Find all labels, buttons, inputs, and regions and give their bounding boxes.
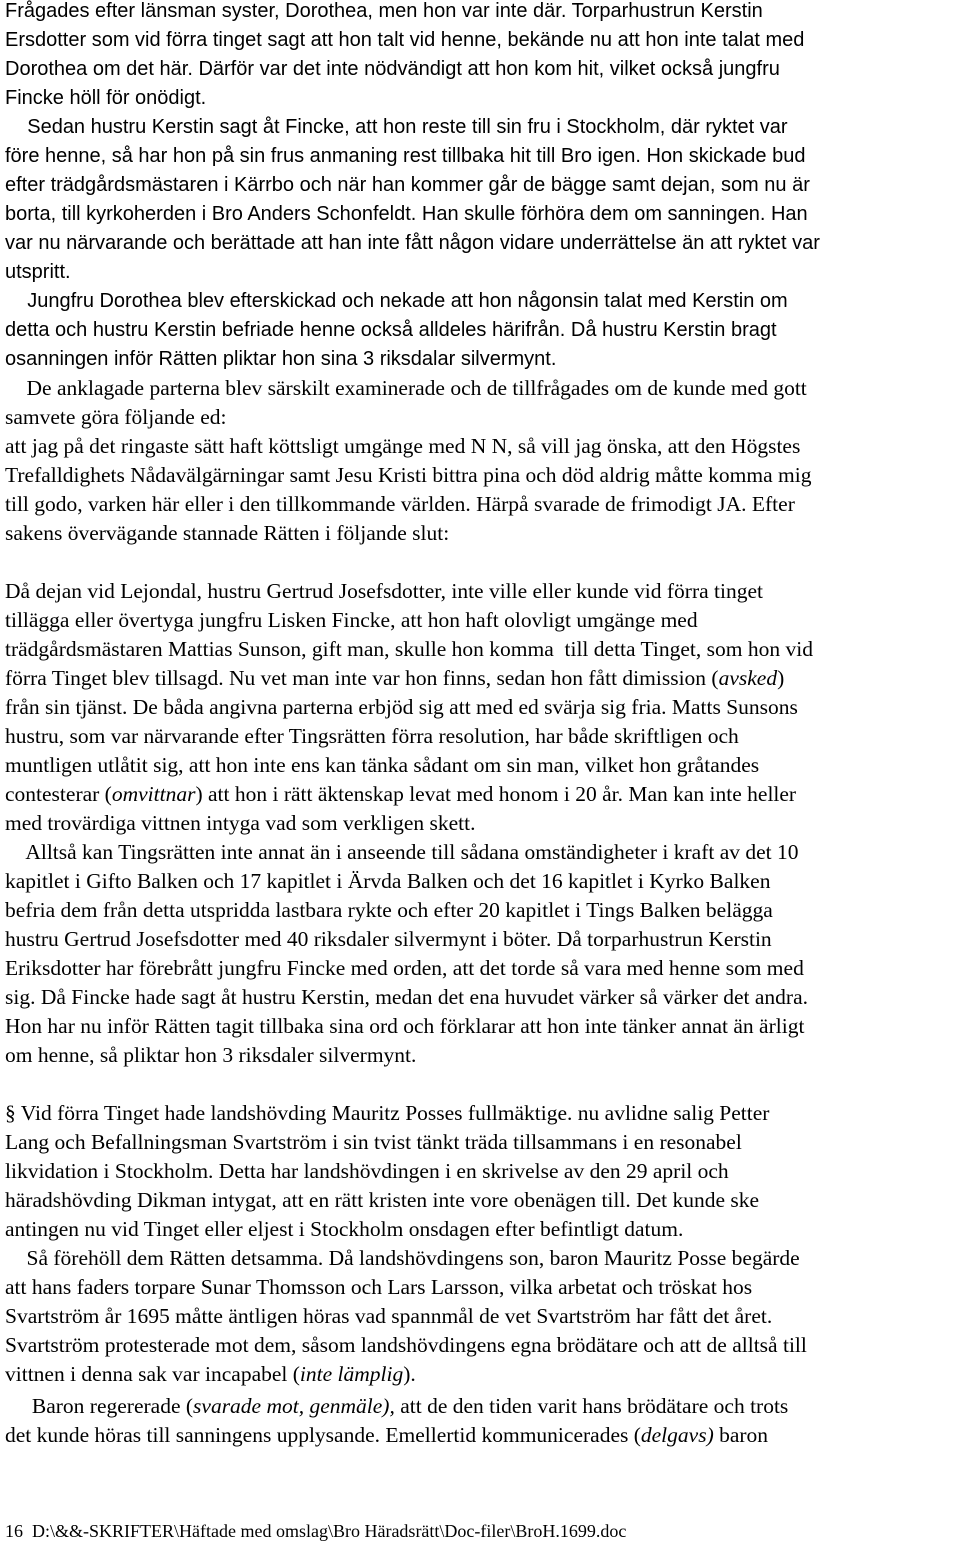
text-line: detta och hustru Kerstin befriade henne också alldeles härifrån. Då hustru Kerstin bragt [5,319,777,341]
text-line: från sin tjänst. De båda angivna parterna erbjöd sig att med ed svärja sig fria. Matts Sunsons [5,695,798,719]
text-line: att hans faders torpare Sunar Thomsson och Lars Larsson, vilka arbetat och tröskat hos [5,1275,753,1299]
text-line: trädgårdsmästaren Mattias Sunson, gift man, skulle hon komma till detta Tinget, som hon vid [5,637,813,661]
text-line: muntligen utlåtit sig, att hon inte ens kan tänka sådant om sin man, vilket hon gråtandes [5,753,760,777]
gloss-italic: inte lämplig [299,1362,404,1386]
text-line: Eriksdotter har förebrått jungfru Fincke med orden, att det torde så vara med henne som med [5,956,804,980]
text-line: med trovärdiga vittnen intyga vad som verkligen skett. [5,811,476,835]
text-line: Svartström protesterade mot dem, såsom landshövdingens egna brödätare och att de alltså till [5,1333,807,1357]
page-footer: 16 D:\&&-SKRIFTER\Häftade med omslag\Bro Häradsrätt\Doc-filer\BroH.1699.doc [5,1521,627,1541]
text-line: likvidation i Stockholm. Detta har landshövdingen i en skrivelse av den 29 april och [5,1159,729,1183]
gloss-italic: avsked [718,666,778,690]
text-span: ) att hon i rätt äktenskap levat med honom i 20 år. Man kan inte heller [195,782,797,806]
text-line: Dorothea om det här. Därför var det inte nödvändigt att hon kom hit, vilket också jungfru [5,58,780,80]
text-line: § Vid förra Tinget hade landshövding Mauritz Posses fullmäktige. nu avlidne salig Petter [5,1101,770,1125]
text-line: Trefalldighets Nådavälgärningar samt Jesu Kristi bittra pina och död aldrig måtte komma mig [5,463,812,487]
text-line: Då dejan vid Lejondal, hustru Gertrud Josefsdotter, inte ville eller kunde vid förra tinget [5,579,763,603]
text-line: De anklagade parterna blev särskilt examinerade och de tillfrågades om de kunde med gott [5,376,807,400]
text-line: kapitlet i Gifto Balken och 17 kapitlet i Ärvda Balken och det 16 kapitlet i Kyrko Balken [5,869,771,893]
gloss-italic: delgavs) [640,1423,714,1447]
text-line: Så förehöll dem Rätten detsamma. Då landshövdingens son, baron Mauritz Posse begärde [5,1246,800,1270]
text-line: före henne, så har hon på sin frus anmaning rest tillbaka hit till Bro igen. Hon skickade bud [5,145,806,167]
text-line: antingen nu vid Tinget eller eljest i Stockholm onsdagen efter befintligt datum. [5,1217,684,1241]
text-line [5,668,784,690]
text-span: ). [403,1362,416,1386]
text-line: samvete göra följande ed: [5,405,227,429]
text-line: att jag på det ringaste sätt haft köttsligt umgänge med N N, så vill jag önska, att den Högstes [5,434,801,458]
text-span: att de den tiden varit hans brödätare och trots [394,1394,789,1418]
text-line: Sedan hustru Kerstin sagt åt Fincke, att hon reste till sin fru i Stockholm, där ryktet var [5,116,788,138]
text-line: Hon har nu inför Rätten tagit tillbaka sina ord och förklarar att hon inte tänker annat än ärligt [5,1014,805,1038]
text-line: Svartström år 1695 måtte äntligen höras vad spannmål de vet Svartström har fått det året. [5,1304,773,1328]
text-line: utspritt. [5,261,71,283]
gloss-italic: omvittnar [111,782,196,806]
text-line: tillägga eller övertyga jungfru Lisken Fincke, att hon haft olovligt umgänge med [5,608,698,632]
text-line: sig. Då Fincke hade sagt åt hustru Kerstin, medan det ena huvudet värker så värker det andra. [5,985,808,1009]
text-line: osanningen inför Rätten pliktar hon sina 3 riksdalar silvermynt. [5,348,557,370]
text-line: Alltså kan Tingsrätten inte annat än i anseende till sådana omständigheter i kraft av det 10 [5,840,799,864]
text-line: var nu närvarande och berättade att han inte fått någon vidare underrättelse än att ryktet var [5,232,820,254]
text-line: hustru, som var närvarande efter Tingsrätten förra resolution, har både skriftligen och [5,724,739,748]
text-line: Jungfru Dorothea blev efterskickad och nekade att hon någonsin talat med Kerstin om [5,290,788,312]
text-line: Lang och Befallningsman Svartström i sin tvist tänkt träda tillsammans i en resonabel [5,1130,742,1154]
text-line: befria dem från detta utspridda lastbara rykte och efter 20 kapitlet i Tings Balken belägga [5,898,773,922]
text-line [5,784,796,806]
text-span: förra Tinget blev tillsagd. Nu vet man inte var hon finns, sedan hon fått dimission ( [5,666,719,690]
text-line: Frågades efter länsman syster, Dorothea, men hon var inte där. Torparhustrun Kerstin [5,0,763,22]
text-line: borta, till kyrkoherden i Bro Anders Schonfeldt. Han skulle förhöra dem om sanningen. Han [5,203,808,225]
text-line: till godo, varken här eller i den tillkommande världen. Härpå svarade de frimodigt JA. Efter [5,492,795,516]
text-span: baron [713,1423,769,1447]
text-line: efter trädgårdsmästaren i Kärrbo och när han kommer går de bägge samt dejan, som nu är [5,174,810,196]
text-line [5,1396,788,1418]
text-line: sakens övervägande stannade Rätten i följande slut: [5,521,450,545]
text-line: om henne, så pliktar hon 3 riksdaler silvermynt. [5,1043,417,1067]
text-span: ) [777,666,785,690]
text-span: Baron regererade ( [5,1394,194,1418]
text-line: Ersdotter som vid förra tinget sagt att hon talt vid henne, bekände nu att hon inte talat med [5,29,805,51]
text-line: häradshövding Dikman intygat, att en rätt kristen inte vore obenägen till. Det kunde ske [5,1188,760,1212]
text-line: hustru Gertrud Josefsdotter med 40 riksdaler silvermynt i böter. Då torparhustrun Kerstin [5,927,772,951]
text-span: contesterar ( [5,782,112,806]
text-line [5,1425,768,1447]
text-line: Fincke höll för onödigt. [5,87,207,109]
text-span: det kunde höras till sanningens upplysande. Emellertid kommunicerades ( [5,1423,641,1447]
text-span: vittnen i denna sak var incapabel ( [5,1362,300,1386]
gloss-italic: svarade mot, genmäle), [193,1394,395,1418]
text-line [5,1364,416,1386]
